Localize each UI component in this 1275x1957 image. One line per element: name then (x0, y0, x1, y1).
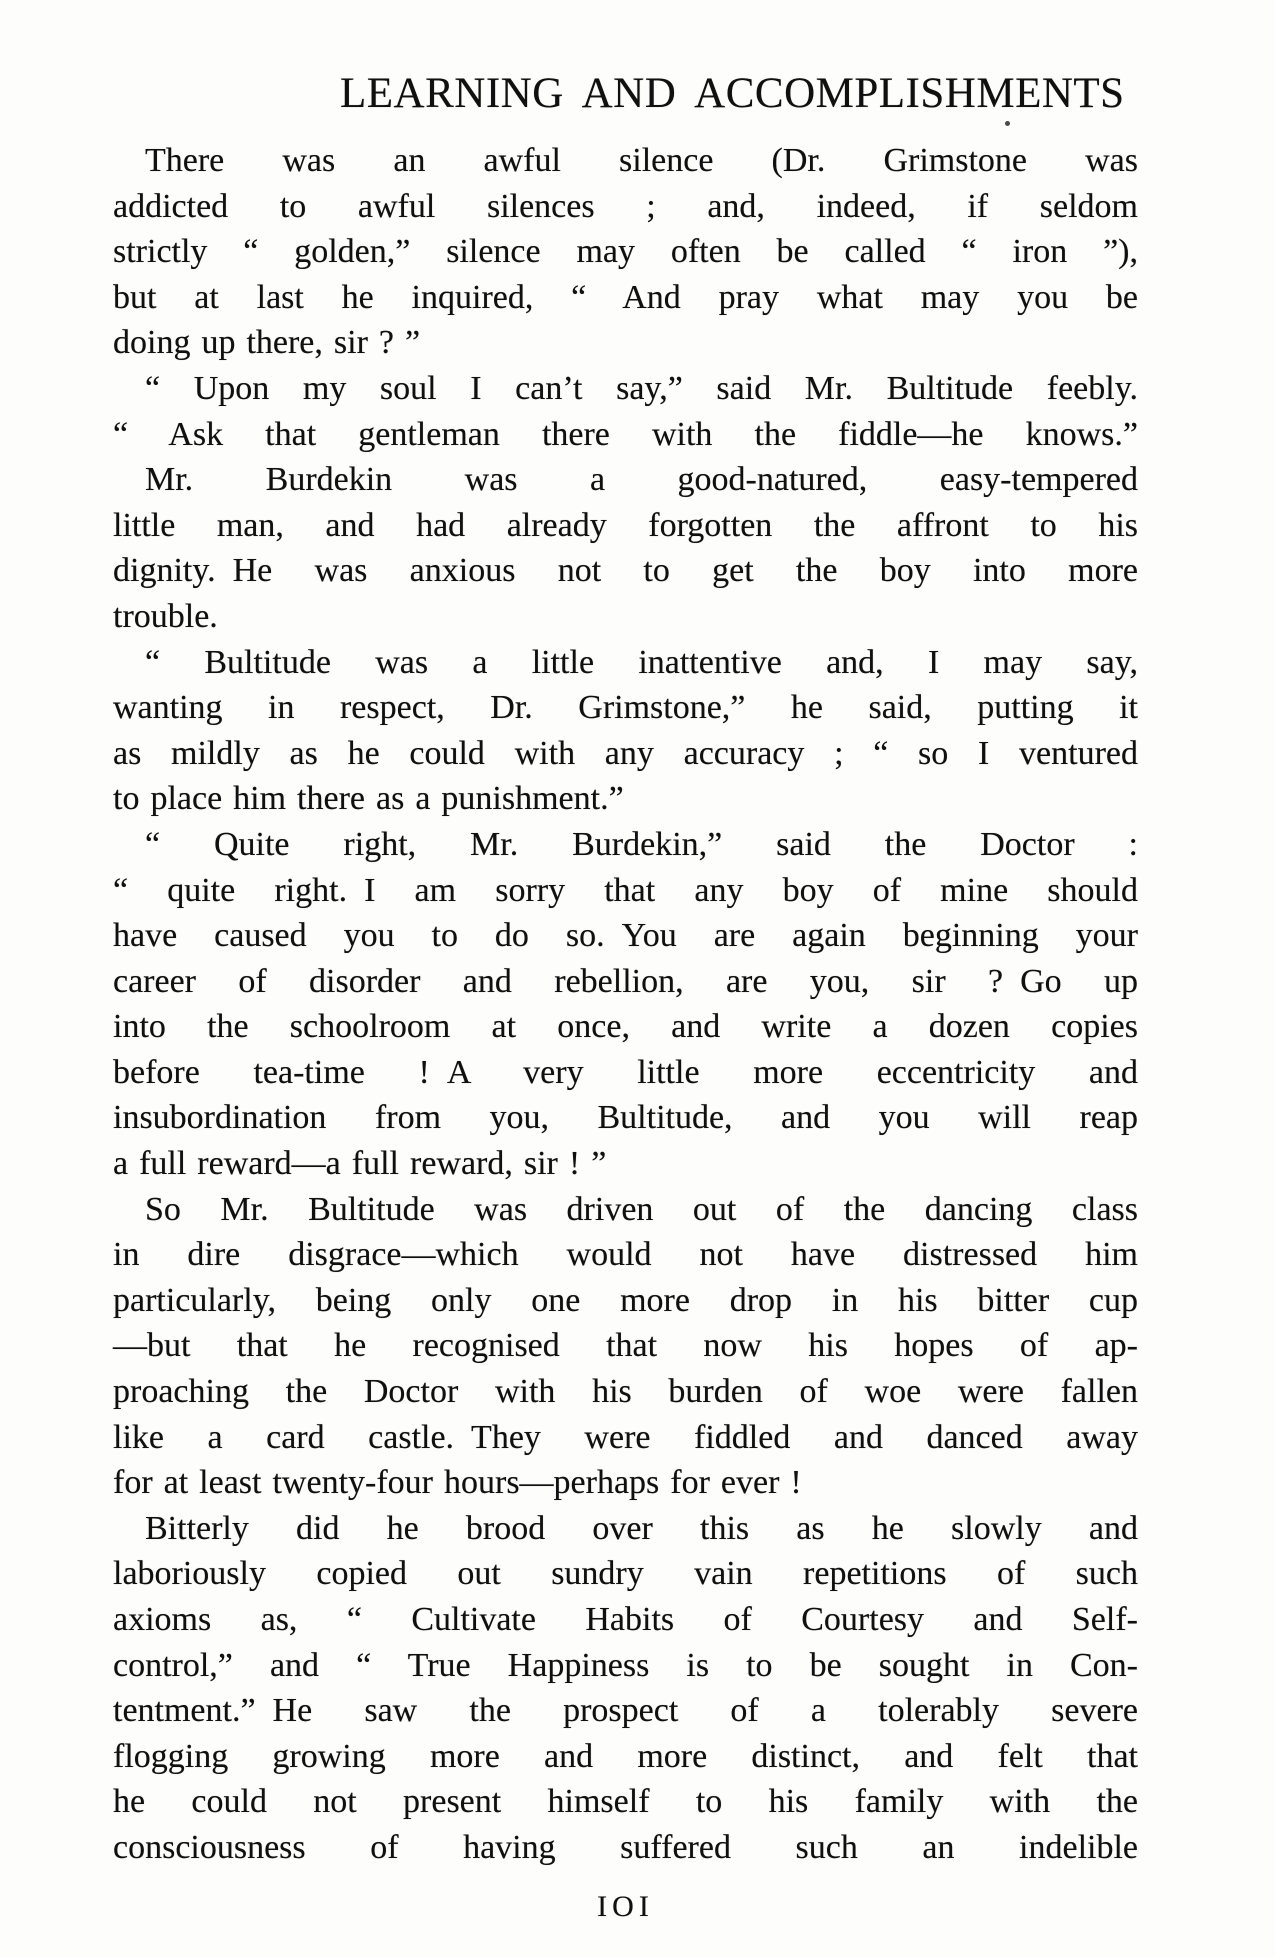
text-line: control,” and “ True Happiness is to be sought in Con- (113, 1646, 1138, 1684)
text-line: Mr. Burdekin was a good-natured, easy-tempered (145, 461, 1138, 499)
text-line: flogging growing more and more distinct, and felt that (113, 1737, 1138, 1775)
text-line: tentment.” He saw the prospect of a tolerably severe (113, 1692, 1138, 1730)
text-line: addicted to awful silences ; and, indeed, if seldom (113, 187, 1138, 225)
text-line: “ Upon my soul I can’t say,” said Mr. Bultitude feebly. (145, 369, 1138, 407)
text-line: trouble. (113, 597, 218, 635)
body-text (113, 138, 1138, 1871)
text-line: particularly, being only one more drop in his bitter cup (113, 1281, 1138, 1319)
text-line: insubordination from you, Bultitude, and you will reap (113, 1099, 1138, 1137)
page-number: IOI (597, 1890, 654, 1923)
text-line: like a card castle. They were fiddled and danced away (113, 1418, 1138, 1456)
text-line: for at least twenty-four hours—perhaps for ever ! (113, 1464, 802, 1502)
text-line: career of disorder and rebellion, are you, sir ? Go up (113, 962, 1138, 1000)
scan-speck (1005, 121, 1010, 126)
text-line: into the schoolroom at once, and write a dozen copies (113, 1008, 1138, 1046)
text-line: he could not present himself to his family with the (113, 1783, 1138, 1821)
text-line: little man, and had already forgotten the affront to his (113, 506, 1138, 544)
text-line: —but that he recognised that now his hopes of ap- (113, 1327, 1138, 1365)
running-head: LEARNING AND ACCOMPLISHMENTS (340, 70, 1125, 117)
text-line: in dire disgrace—which would not have distressed him (113, 1236, 1138, 1274)
text-line: to place him there as a punishment.” (113, 780, 624, 818)
text-line: as mildly as he could with any accuracy ; “ so I ventured (113, 734, 1138, 772)
text-line: a full reward—a full reward, sir ! ” (113, 1145, 607, 1183)
text-line: “ quite right. I am sorry that any boy of mine should (113, 871, 1138, 909)
text-line: Bitterly did he brood over this as he slowly and (145, 1509, 1138, 1547)
text-line: have caused you to do so. You are again beginning your (113, 917, 1138, 955)
text-line: consciousness of having suffered such an indelible (113, 1828, 1138, 1866)
text-line: but at last he inquired, “ And pray what may you be (113, 278, 1138, 316)
text-line: axioms as, “ Cultivate Habits of Courtesy and Self- (113, 1601, 1138, 1638)
text-line: proaching the Doctor with his burden of woe were fallen (113, 1373, 1138, 1411)
text-line: doing up there, sir ? ” (113, 324, 421, 362)
text-line: wanting in respect, Dr. Grimstone,” he said, putting it (113, 689, 1138, 727)
text-line: before tea-time ! A very little more eccentricity and (113, 1053, 1138, 1091)
text-line: “ Ask that gentleman there with the fiddle—he knows.” (113, 415, 1138, 453)
text-line: laboriously copied out sundry vain repetitions of such (113, 1555, 1138, 1593)
text-line: strictly “ golden,” silence may often be called “ iron ”), (113, 233, 1138, 271)
text-line: So Mr. Bultitude was driven out of the dancing class (145, 1190, 1138, 1228)
text-line: There was an awful silence (Dr. Grimstone was (145, 142, 1138, 179)
text-line: “ Bultitude was a little inattentive and, I may say, (145, 643, 1138, 681)
text-line: “ Quite right, Mr. Burdekin,” said the Doctor : (145, 825, 1138, 863)
text-line: dignity. He was anxious not to get the boy into more (113, 552, 1138, 590)
